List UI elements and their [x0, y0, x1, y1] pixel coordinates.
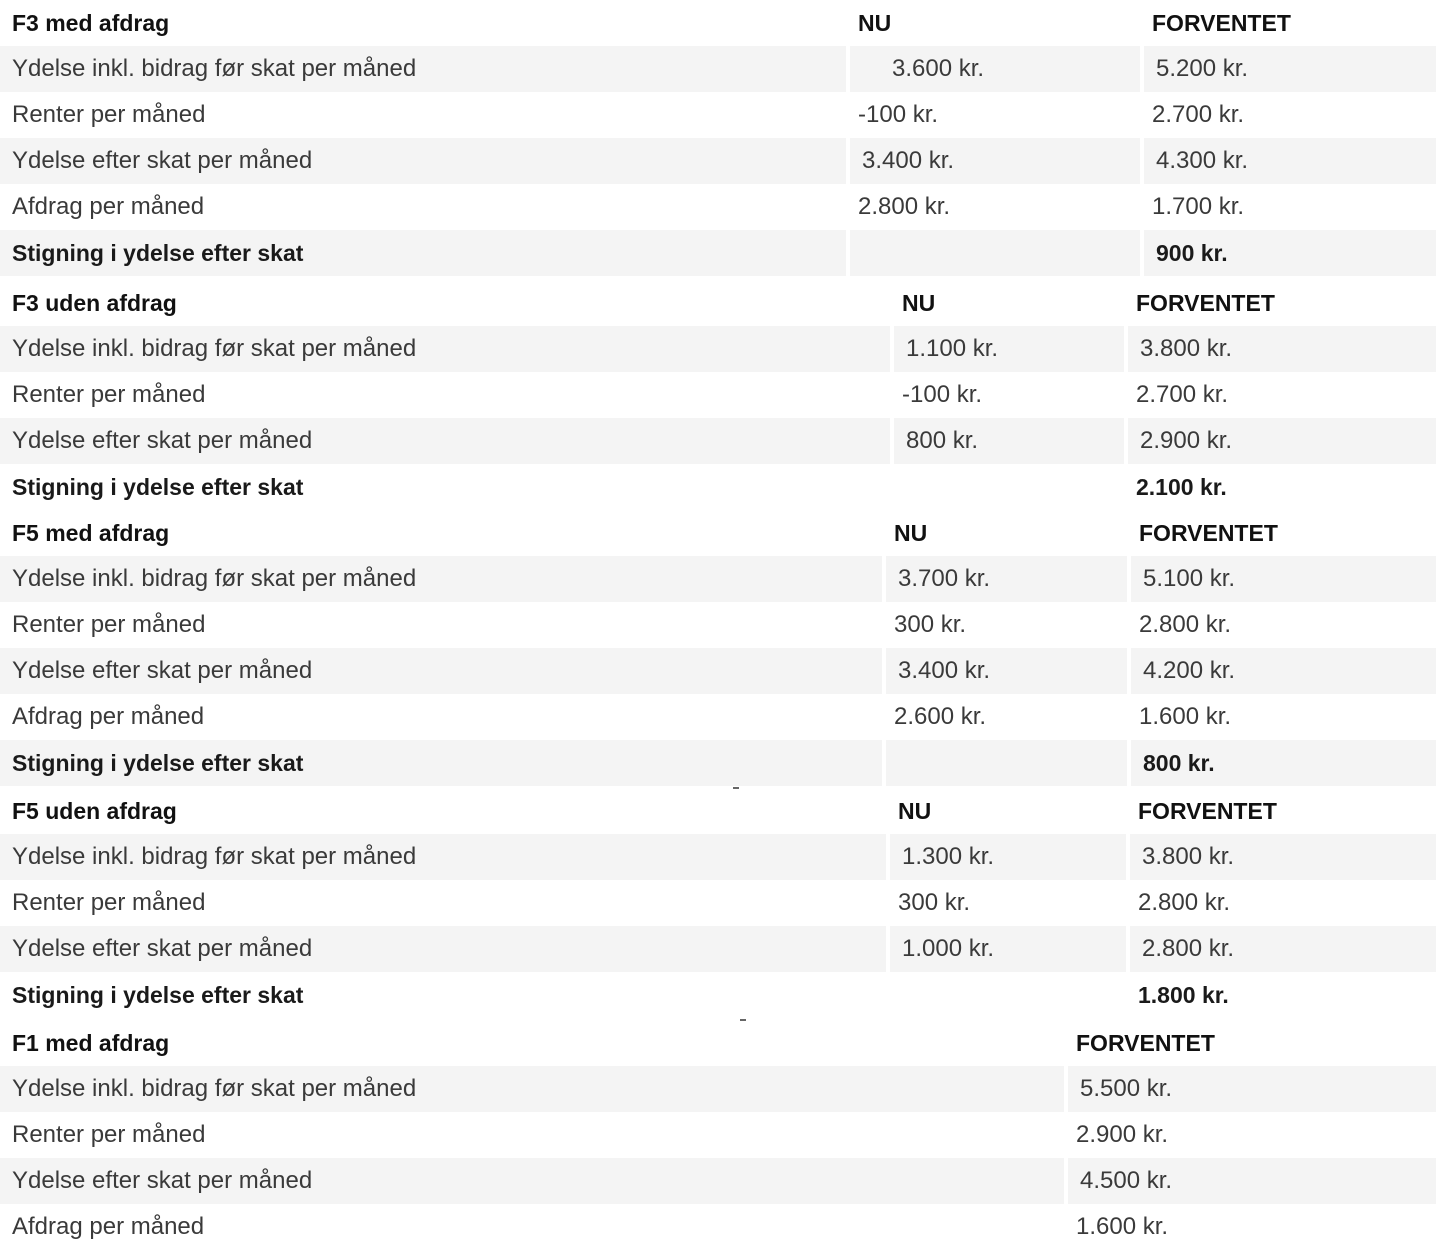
- table-row: [0, 602, 1436, 648]
- value-expected: 3.800 kr.: [1124, 326, 1436, 372]
- column-header-expected: FORVENTET: [1139, 520, 1278, 546]
- value-expected: 2.900 kr.: [1124, 418, 1436, 464]
- table-header-row: [0, 280, 1436, 326]
- table-row: [0, 1158, 1436, 1204]
- stray-mark: [740, 1019, 746, 1021]
- column-header-expected: FORVENTET: [1152, 10, 1291, 36]
- rise-value: 800 kr.: [1127, 740, 1436, 786]
- rise-now-empty: [882, 740, 1127, 786]
- table-row: [0, 138, 1436, 184]
- value-now: 3.400 kr.: [882, 648, 1127, 694]
- value-now: 3.600 kr.: [846, 46, 1140, 92]
- rise-row: [0, 464, 1436, 510]
- value-expected: 1.600 kr.: [1139, 703, 1232, 730]
- value-expected: 2.800 kr.: [1138, 889, 1231, 916]
- table-header-row: [0, 510, 1436, 556]
- rise-now-empty: [890, 464, 1124, 510]
- row-label: Ydelse inkl. bidrag før skat per måned: [0, 46, 846, 92]
- row-label: Afdrag per måned: [12, 1213, 205, 1240]
- rise-now-empty: [886, 972, 1126, 1018]
- row-label: Afdrag per måned: [12, 703, 205, 730]
- rise-value: 900 kr.: [1140, 230, 1436, 276]
- table-row: [0, 926, 1436, 972]
- table-row: [0, 1066, 1436, 1112]
- value-now: 3.400 kr.: [846, 138, 1140, 184]
- table-row: [0, 46, 1436, 92]
- column-header-now: NU: [898, 798, 932, 824]
- row-label: Ydelse efter skat per måned: [0, 138, 846, 184]
- row-label: Afdrag per måned: [12, 193, 205, 220]
- value-expected: 2.700 kr.: [1136, 381, 1229, 408]
- row-label: Ydelse inkl. bidrag før skat per måned: [0, 556, 882, 602]
- value-expected: 2.800 kr.: [1139, 611, 1232, 638]
- table-header-row: [0, 1020, 1436, 1066]
- column-header-expected: FORVENTET: [1076, 1030, 1215, 1056]
- value-expected: 2.900 kr.: [1076, 1121, 1169, 1148]
- column-header-now: NU: [894, 520, 928, 546]
- value-expected: 5.500 kr.: [1064, 1066, 1436, 1112]
- table-row: [0, 880, 1436, 926]
- value-now: 800 kr.: [890, 418, 1124, 464]
- value-now: 1.300 kr.: [886, 834, 1126, 880]
- table-row: [0, 1112, 1436, 1158]
- row-label: Renter per måned: [12, 1121, 206, 1148]
- table-title: F5 med afdrag: [12, 520, 170, 546]
- table-row: [0, 372, 1436, 418]
- column-header-expected: FORVENTET: [1138, 798, 1277, 824]
- value-expected: 4.200 kr.: [1127, 648, 1436, 694]
- row-label: Ydelse inkl. bidrag før skat per måned: [0, 834, 886, 880]
- rise-row: [0, 972, 1436, 1018]
- rise-row: [0, 230, 1436, 276]
- rise-label: Stigning i ydelse efter skat: [12, 474, 304, 500]
- stray-mark: [733, 787, 739, 789]
- row-label: Renter per måned: [12, 381, 206, 408]
- table-header-row: [0, 0, 1436, 46]
- table-f5-med-afdrag: [0, 510, 1436, 786]
- table-title: F3 med afdrag: [12, 10, 170, 36]
- value-expected: 1.700 kr.: [1152, 193, 1245, 220]
- table-row: [0, 92, 1436, 138]
- rise-row: [0, 740, 1436, 786]
- table-f1-med-afdrag: [0, 1020, 1436, 1250]
- table-row: [0, 1204, 1436, 1250]
- value-expected: 1.600 kr.: [1076, 1213, 1169, 1240]
- rise-now-empty: [846, 230, 1140, 276]
- table-row: [0, 556, 1436, 602]
- table-header-row: [0, 788, 1436, 834]
- value-now: 2.800 kr.: [858, 193, 951, 220]
- value-expected: 2.800 kr.: [1126, 926, 1436, 972]
- rise-value: 2.100 kr.: [1136, 474, 1227, 500]
- row-label: Ydelse inkl. bidrag før skat per måned: [0, 326, 890, 372]
- row-label: Ydelse efter skat per måned: [0, 418, 890, 464]
- row-label: Ydelse efter skat per måned: [0, 1158, 1064, 1204]
- value-expected: 5.200 kr.: [1140, 46, 1436, 92]
- table-title: F5 uden afdrag: [12, 798, 177, 824]
- rise-label: Stigning i ydelse efter skat: [0, 740, 882, 786]
- table-f5-uden-afdrag: [0, 788, 1436, 1018]
- row-label: Ydelse efter skat per måned: [0, 926, 886, 972]
- rise-value: 1.800 kr.: [1138, 982, 1229, 1008]
- row-label: Renter per måned: [12, 889, 206, 916]
- value-expected: 2.700 kr.: [1152, 101, 1245, 128]
- value-now: 1.000 kr.: [886, 926, 1126, 972]
- table-row: [0, 184, 1436, 230]
- value-now: 300 kr.: [894, 611, 967, 638]
- value-now: 300 kr.: [898, 889, 971, 916]
- row-label: Renter per måned: [12, 101, 206, 128]
- value-expected: 4.500 kr.: [1064, 1158, 1436, 1204]
- value-expected: 4.300 kr.: [1140, 138, 1436, 184]
- column-header-now: NU: [902, 290, 936, 316]
- table-row: [0, 418, 1436, 464]
- table-row: [0, 694, 1436, 740]
- table-f3-uden-afdrag: [0, 280, 1436, 510]
- value-expected: 5.100 kr.: [1127, 556, 1436, 602]
- row-label: Renter per måned: [12, 611, 206, 638]
- table-f3-med-afdrag: [0, 0, 1436, 276]
- row-label: Ydelse efter skat per måned: [0, 648, 882, 694]
- column-header-expected: FORVENTET: [1136, 290, 1275, 316]
- value-expected: 3.800 kr.: [1126, 834, 1436, 880]
- rise-label: Stigning i ydelse efter skat: [0, 230, 846, 276]
- table-row: [0, 834, 1436, 880]
- table-title: F3 uden afdrag: [12, 290, 177, 316]
- value-now: -100 kr.: [858, 101, 939, 128]
- table-row: [0, 648, 1436, 694]
- table-row: [0, 326, 1436, 372]
- row-label: Ydelse inkl. bidrag før skat per måned: [0, 1066, 1064, 1112]
- column-header-now: NU: [858, 10, 892, 36]
- rise-label: Stigning i ydelse efter skat: [12, 982, 304, 1008]
- value-now: 2.600 kr.: [894, 703, 987, 730]
- table-title: F1 med afdrag: [12, 1030, 170, 1056]
- value-now: 3.700 kr.: [882, 556, 1127, 602]
- value-now: -100 kr.: [902, 381, 983, 408]
- value-now: 1.100 kr.: [890, 326, 1124, 372]
